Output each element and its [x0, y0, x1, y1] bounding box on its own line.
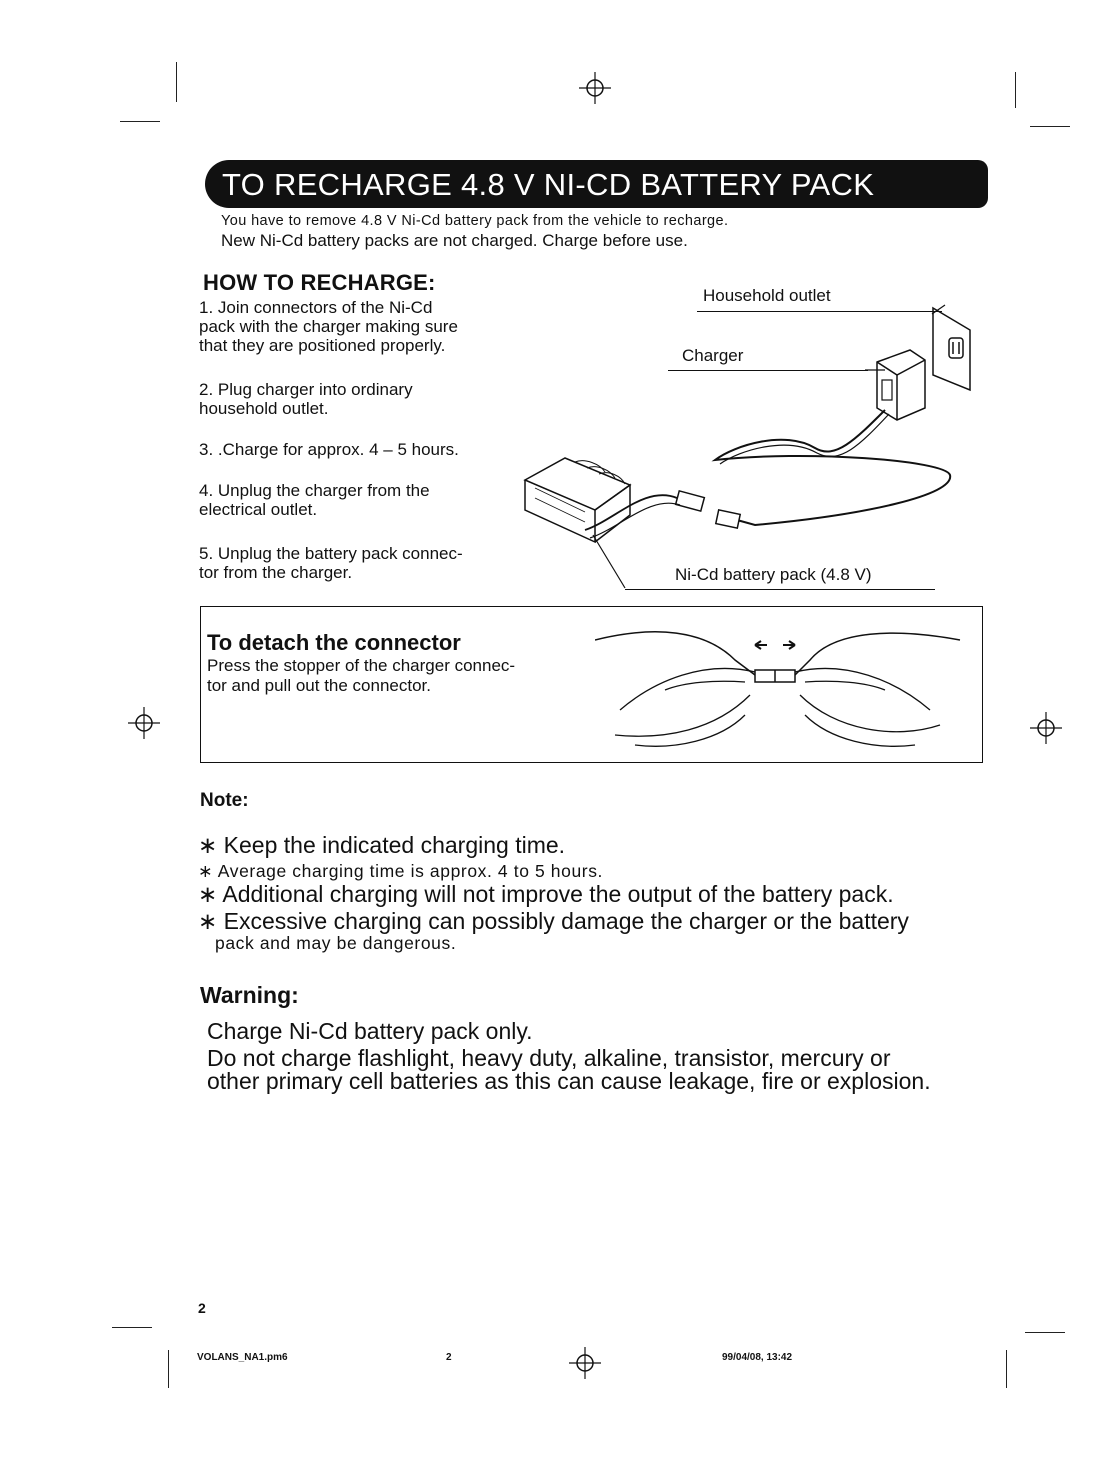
- warning-line: Charge Ni-Cd battery pack only.: [207, 1018, 533, 1044]
- battery-pack-icon: [525, 458, 630, 542]
- note-item: ∗ Excessive charging can possibly damage the charger or the battery: [198, 908, 909, 934]
- registration-mark-icon: [577, 70, 613, 106]
- detach-connector-illustration: [595, 620, 965, 755]
- footer-timestamp: 99/04/08, 13:42: [722, 1352, 793, 1363]
- note-item: ∗ Average charging time is approx. 4 to 5 hours.: [198, 861, 604, 881]
- page-number: 2: [198, 1300, 206, 1316]
- detach-instructions: Press the stopper of the charger connec- tor and pull out the connector.: [207, 656, 516, 695]
- household-outlet-icon: [933, 308, 970, 390]
- warning-line: Do not charge flashlight, heavy duty, alkaline, transistor, mercury or: [207, 1045, 891, 1071]
- crop-mark: [1006, 1350, 1007, 1388]
- footer-page: 2: [446, 1352, 452, 1363]
- crop-mark: [168, 1350, 169, 1388]
- crop-mark: [176, 62, 177, 102]
- crop-mark: [1025, 1332, 1065, 1333]
- note-item: ∗ Additional charging will not improve the output of the battery pack.: [198, 881, 894, 907]
- battery-pack-leader: [625, 589, 935, 590]
- charger-label: Charger: [682, 346, 744, 365]
- detach-heading: To detach the connector: [207, 630, 461, 655]
- intro-line-1: You have to remove 4.8 V Ni-Cd battery pack from the vehicle to recharge.: [221, 213, 729, 229]
- page-title: TO RECHARGE 4.8 V NI-CD BATTERY PACK: [222, 167, 875, 202]
- note-item-continuation: pack and may be dangerous.: [215, 933, 457, 953]
- step-3: 3. .Charge for approx. 4 – 5 hours.: [199, 440, 459, 459]
- household-outlet-label: Household outlet: [703, 286, 831, 305]
- battery-pack-label: Ni-Cd battery pack (4.8 V): [675, 565, 872, 584]
- footer-filename: VOLANS_NA1.pm6: [197, 1352, 288, 1363]
- how-to-heading: HOW TO RECHARGE:: [203, 270, 436, 295]
- crop-mark: [120, 121, 160, 122]
- intro-line-2: New Ni-Cd battery packs are not charged. Charge before use.: [221, 231, 688, 250]
- note-item: ∗ Keep the indicated charging time.: [198, 832, 566, 858]
- registration-mark-icon: [567, 1345, 603, 1381]
- crop-mark: [1030, 126, 1070, 127]
- intro-text: [221, 211, 728, 251]
- registration-mark-icon: [126, 705, 162, 741]
- warning-heading: Warning:: [200, 982, 299, 1008]
- step-1: 1. Join connectors of the Ni-Cd pack with the charger making sure that they are positioned properly.: [199, 298, 458, 355]
- charger-leader: [668, 370, 868, 371]
- note-heading: Note:: [200, 790, 249, 811]
- crop-mark: [1015, 72, 1016, 108]
- step-4: 4. Unplug the charger from the electrical outlet.: [199, 481, 430, 519]
- crop-mark: [112, 1327, 152, 1328]
- household-outlet-leader: [697, 311, 942, 312]
- step-5: 5. Unplug the battery pack connec- tor from the charger.: [199, 544, 463, 582]
- charging-diagram: [505, 280, 985, 600]
- warning-line: other primary cell batteries as this can cause leakage, fire or explosion.: [207, 1068, 931, 1094]
- step-2: 2. Plug charger into ordinary household outlet.: [199, 380, 413, 418]
- registration-mark-icon: [1028, 710, 1064, 746]
